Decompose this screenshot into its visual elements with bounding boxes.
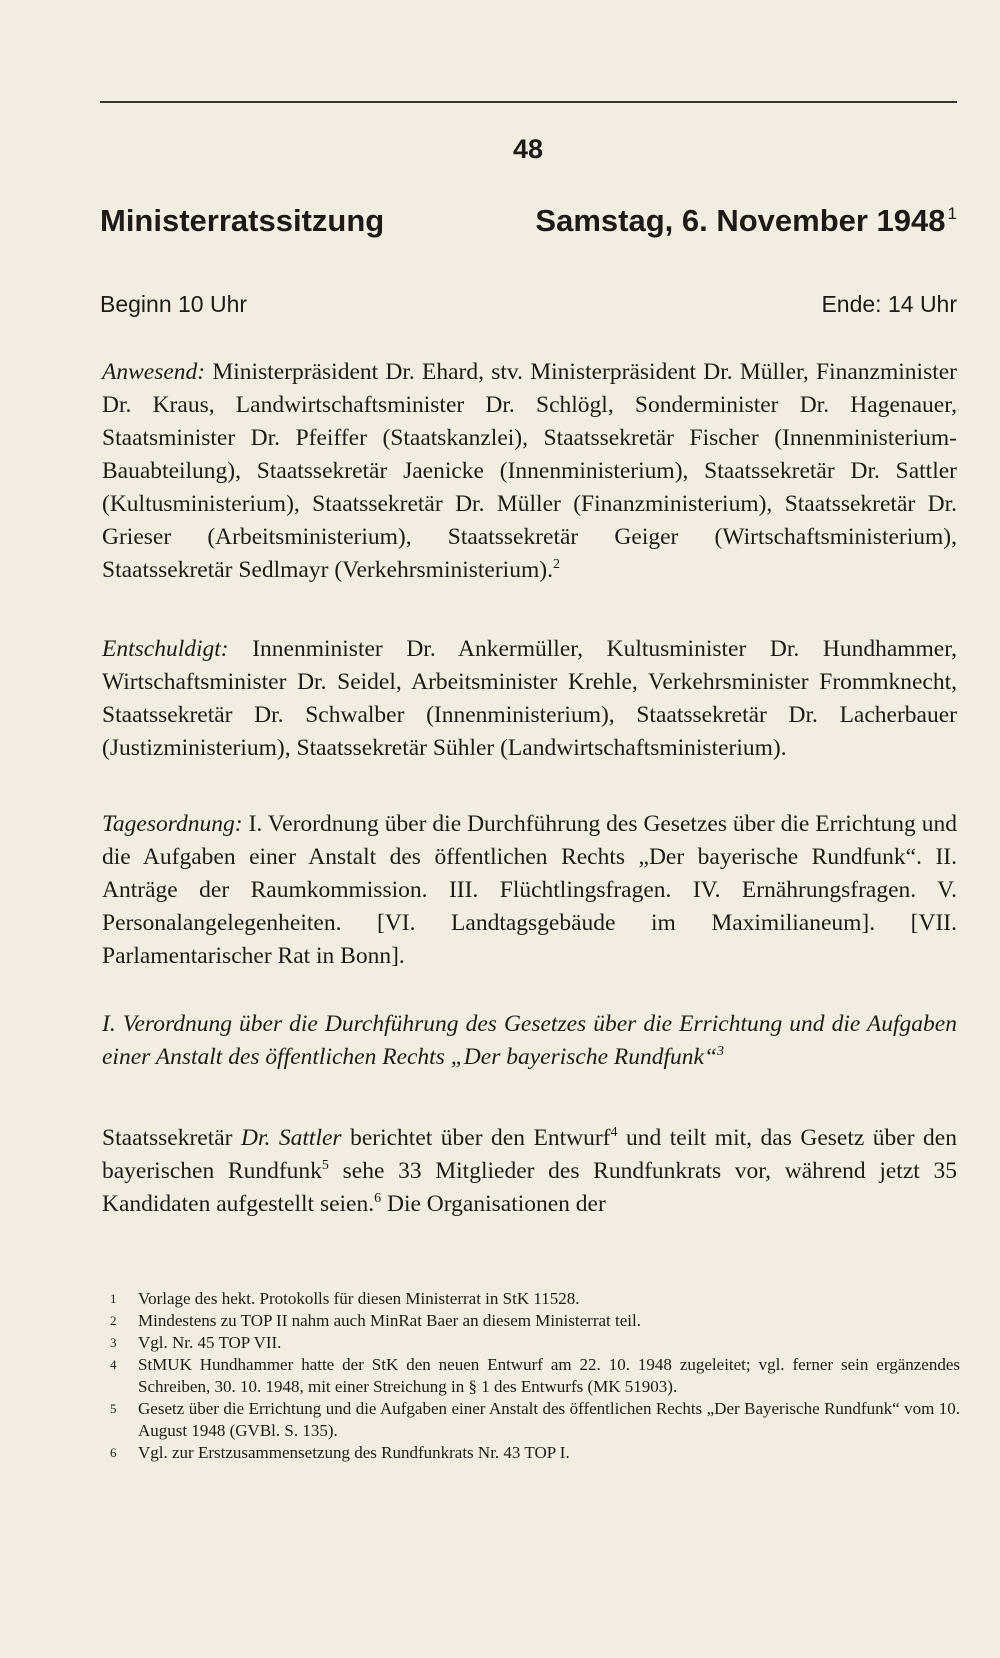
section-text-d: sehe 33 Mitglieder des Rundfunkrats vor, während jetzt 35 Kandidaten aufgestellt seien. [102, 1158, 957, 1217]
footnote-text: Vorlage des hekt. Protokolls für diesen Ministerrat in StK 11528. [138, 1289, 580, 1308]
footnote-ref-2[interactable]: 2 [552, 557, 560, 572]
document-number: 48 [512, 134, 544, 164]
document-heading [100, 203, 957, 239]
document-date-wrap [535, 203, 957, 239]
section-paragraph [102, 1122, 957, 1221]
footnote-item [110, 1354, 960, 1398]
end-time: Ende: 14 Uhr [821, 291, 957, 317]
document-title: Ministerratssitzung [100, 203, 385, 238]
document-date: Samstag, 6. November 1948 [535, 203, 946, 238]
footnote-ref-6[interactable]: 6 [374, 1191, 382, 1206]
section-title-text: I. Verordnung über die Durchführung des Gesetzes über die Errichtung und die Aufgaben einer Anstalt des öffentlichen Rechts „Der bayerische Rundfunk“ [102, 1011, 957, 1070]
section-text-c: und teilt mit, das Gesetz über den bayerischen Rundfunk [102, 1125, 957, 1184]
footnote-number: 6 [110, 1445, 117, 1460]
footnote-ref-4[interactable]: 4 [610, 1125, 618, 1140]
section-text-a: Staatssekretär [102, 1125, 242, 1151]
section-text-b: berichtet über den Entwurf [341, 1125, 611, 1151]
excused-paragraph [102, 633, 957, 765]
footnote-item [110, 1442, 960, 1464]
footnote-item [110, 1332, 960, 1354]
footnote-text: Vgl. Nr. 45 TOP VII. [138, 1333, 282, 1352]
footnote-text: Vgl. zur Erstzusammensetzung des Rundfunkrats Nr. 43 TOP I. [138, 1443, 570, 1462]
footnote-item [110, 1310, 960, 1332]
header-rule [100, 101, 957, 103]
footnote-number: 4 [110, 1357, 117, 1372]
footnote-ref-3[interactable]: 3 [717, 1044, 725, 1059]
start-time: Beginn 10 Uhr [100, 291, 248, 317]
footnote-number: 3 [110, 1335, 117, 1350]
time-row [100, 291, 957, 318]
agenda-label: Tagesordnung: [102, 811, 243, 837]
footnote-text: Gesetz über die Errichtung und die Aufgaben einer Anstalt des öffentlichen Rechts „Der Bayerische Rundfunk“ vom 10. August 1948 (GVBl. S. 135). [138, 1399, 960, 1440]
footnote-number: 2 [110, 1313, 117, 1328]
footnote-ref-5[interactable]: 5 [321, 1158, 329, 1173]
attendees-label: Anwesend: [102, 359, 206, 385]
attendees-text: Ministerpräsident Dr. Ehard, stv. Ministerpräsident Dr. Müller, Finanzminister Dr. Kraus, Landwirtschaftsminister Dr. Schlögl, Sonderminister Dr. Hagenauer, Staatsminister Dr. Pfeiffer (Staatskanzlei), Staatssekretär Fischer (Innenministerium-Bauabteilung), Staatssekretär Jaenicke (Innenministerium), Staatssekretär Dr. Sattler (Kultusministerium), Staatssekretär Dr. Müller (Finanzministerium), Staatssekretär Dr. Grieser (Arbeitsministerium), Staatssekretär Geiger (Wirtschaftsministerium), Staatssekretär Sedlmayr (Verkehrsministerium). [102, 359, 957, 583]
agenda-text: I. Verordnung über die Durchführung des Gesetzes über die Errichtung und die Aufgaben einer Anstalt des öffentlichen Rechts „Der bayerische Rundfunk“. II. Anträge der Raumkommission. III. Flüchtlingsfragen. IV. Ernährungsfragen. V. Personalangelegenheiten. [VI. Landtagsgebäude im Maximilianeum]. [VII. Parlamentarischer Rat in Bonn]. [102, 811, 958, 969]
footnote-item [110, 1288, 960, 1310]
agenda-paragraph [102, 808, 957, 973]
excused-text: Innenminister Dr. Ankermüller, Kultusminister Dr. Hundhammer, Wirtschaftsminister Dr. Seidel, Arbeitsminister Krehle, Verkehrsminister Frommknecht, Staatssekretär Dr. Schwalber (Innenministerium), Staatssekretär Dr. Lacherbauer (Justizministerium), Staatssekretär Sühler (Landwirtschaftsministerium). [102, 636, 957, 761]
footnotes [110, 1288, 960, 1464]
footnote-item [110, 1398, 960, 1442]
footnote-number: 1 [110, 1291, 117, 1306]
section-title [102, 1008, 957, 1074]
section-text-e: Die Organisationen der [381, 1191, 606, 1217]
attendees-paragraph [102, 356, 957, 587]
speaker-name: Dr. Sattler [241, 1125, 342, 1151]
excused-label: Entschuldigt: [102, 636, 229, 662]
footnote-text: StMUK Hundhammer hatte der StK den neuen Entwurf am 22. 10. 1948 zugeleitet; vgl. ferner sein ergänzendes Schreiben, 30. 10. 1948, mit einer Streichung in § 1 des Entwurfs (MK 51903). [138, 1355, 960, 1396]
footnote-ref-1[interactable]: 1 [947, 204, 957, 223]
footnote-text: Mindestens zu TOP II nahm auch MinRat Baer an diesem Ministerrat teil. [138, 1311, 641, 1330]
footnote-number: 5 [110, 1401, 117, 1416]
